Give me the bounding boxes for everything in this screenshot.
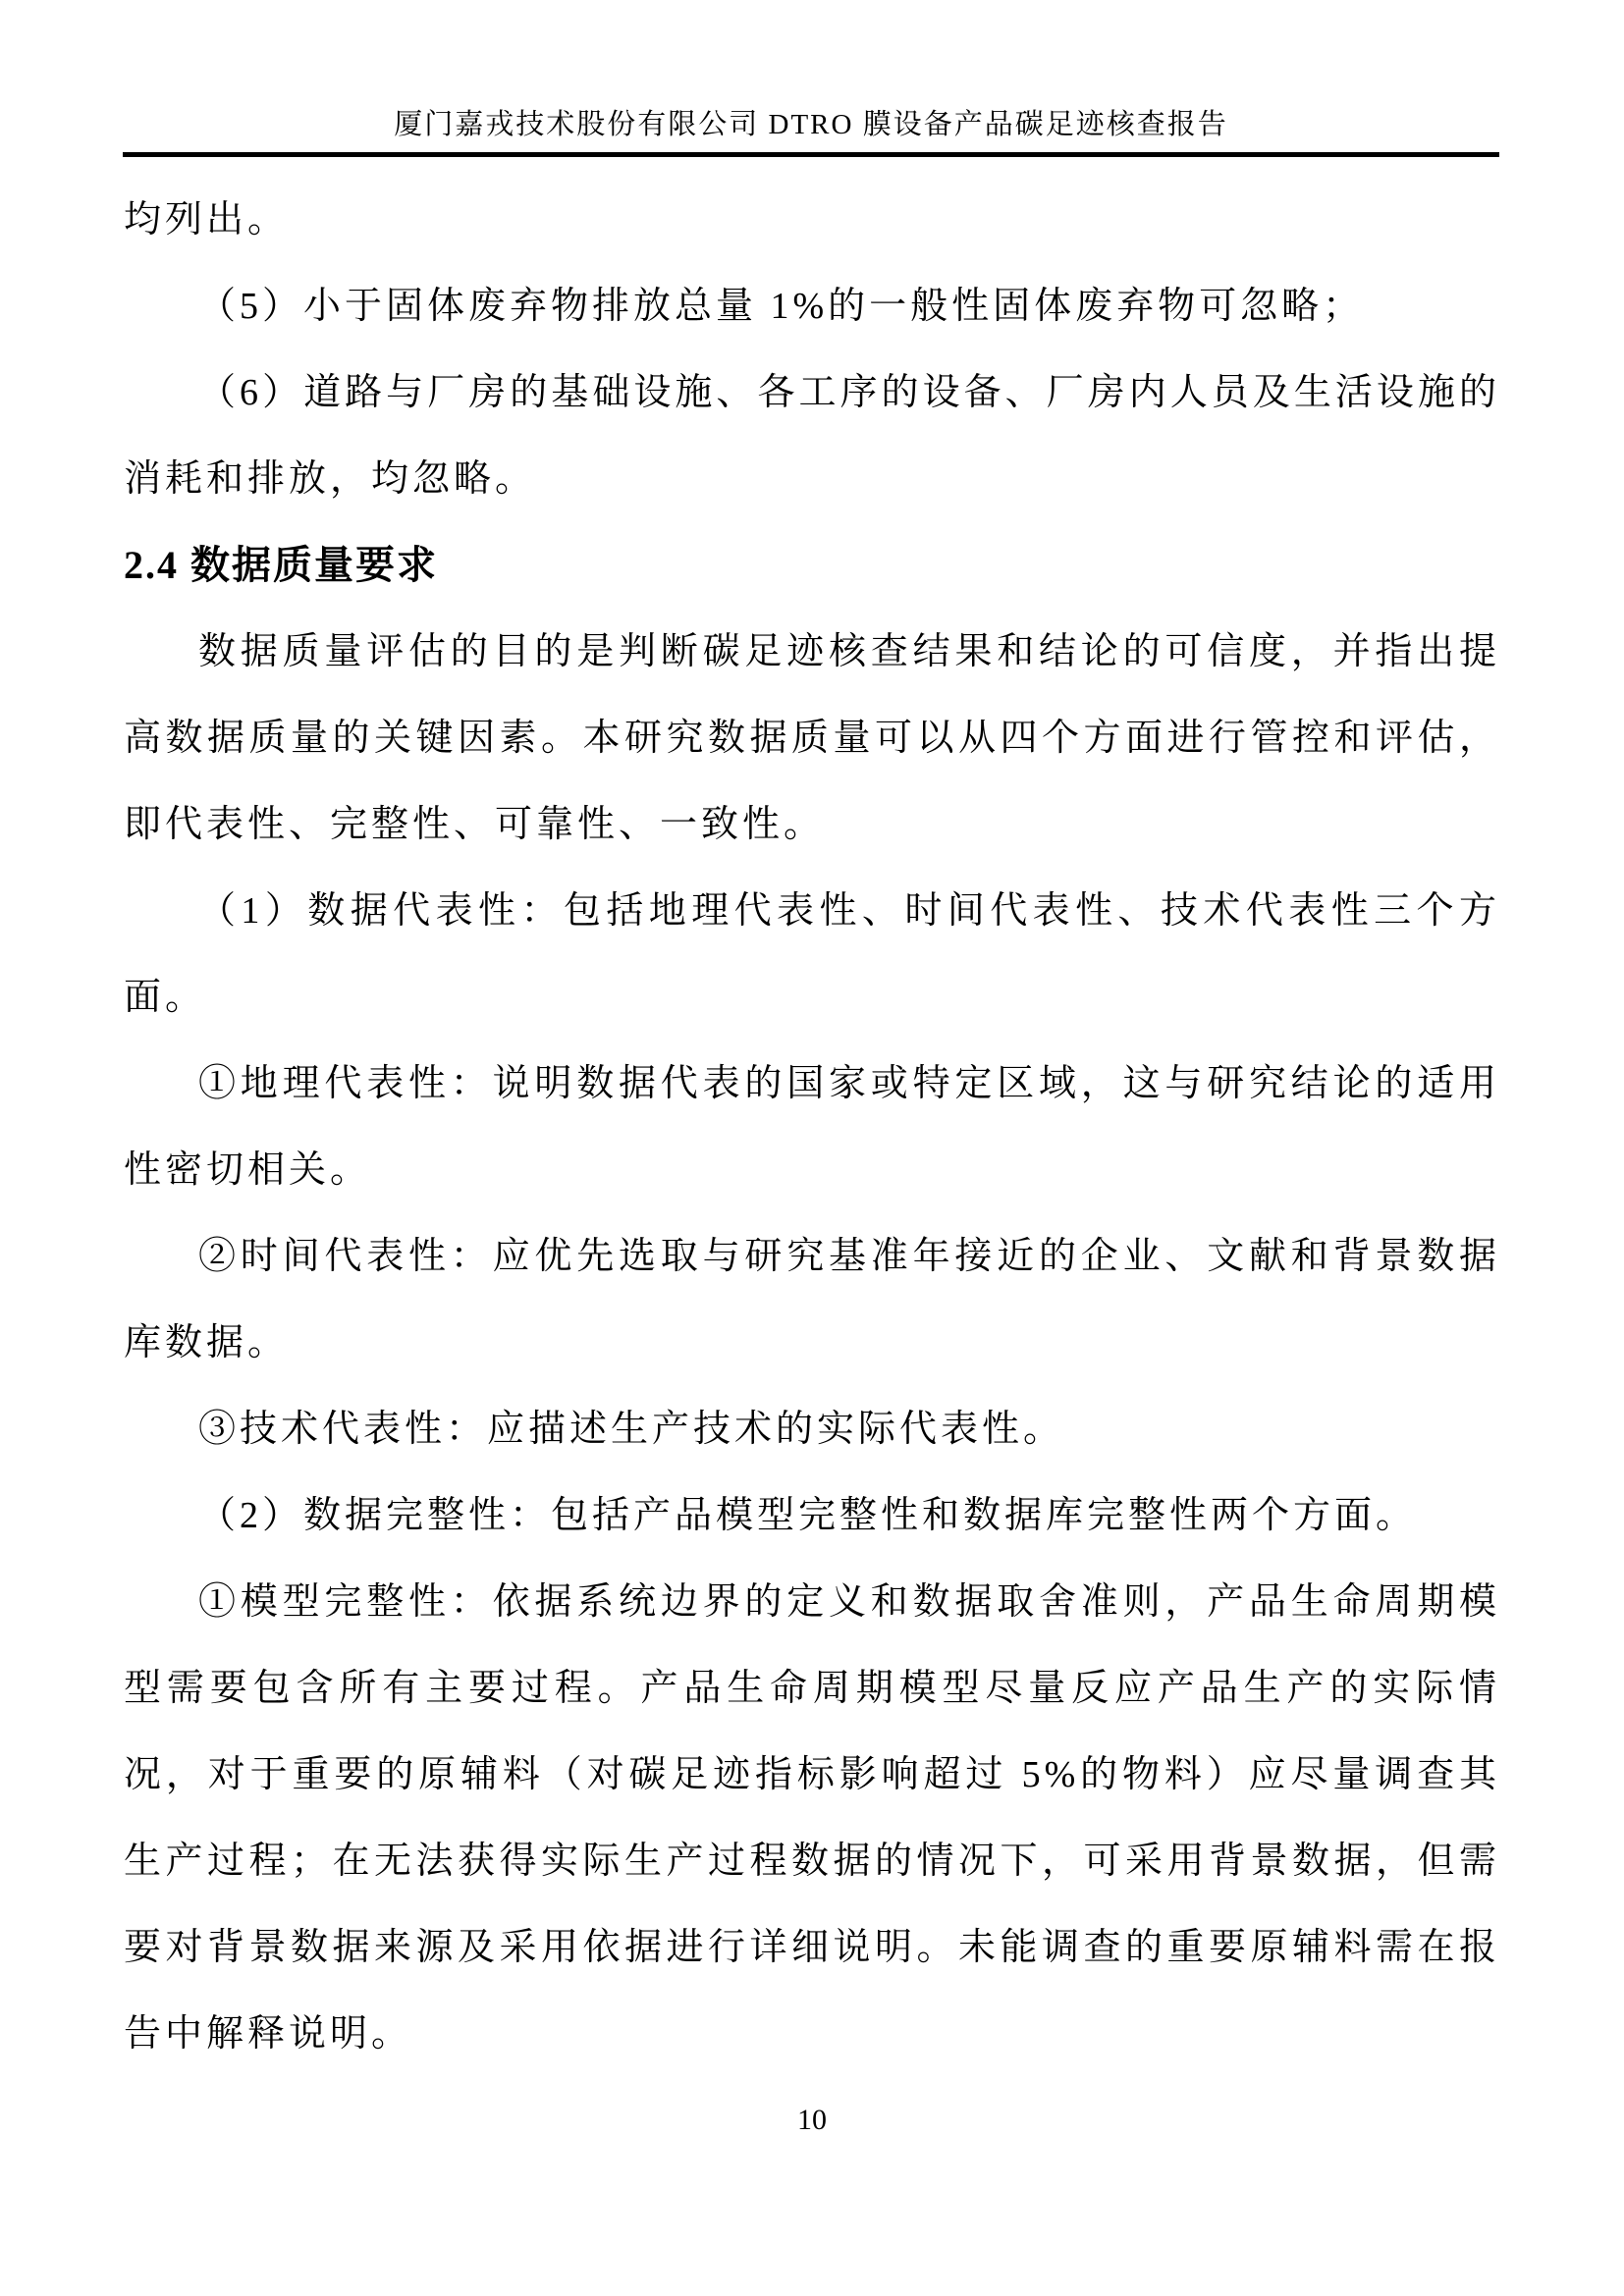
- paragraph: （1）数据代表性：包括地理代表性、时间代表性、技术代表性三个方面。: [124, 890, 1500, 1018]
- paragraph: ②时间代表性：应优先选取与研究基准年接近的企业、文献和背景数据库数据。: [124, 1236, 1500, 1363]
- header-title: 厦门嘉戎技术股份有限公司 DTRO 膜设备产品碳足迹核查报告: [394, 109, 1228, 140]
- page-number: 10: [797, 2104, 827, 2136]
- paragraph: （6）道路与厂房的基础设施、各工序的设备、厂房内人员及生活设施的消耗和排放，均忽略。: [124, 372, 1500, 500]
- paragraph: （2）数据完整性：包括产品模型完整性和数据库完整性两个方面。: [198, 1495, 1418, 1536]
- paragraph: （5）小于固体废弃物排放总量 1%的一般性固体废弃物可忽略；: [198, 286, 1365, 327]
- paragraph: ①地理代表性：说明数据代表的国家或特定区域，这与研究结论的适用性密切相关。: [124, 1063, 1500, 1191]
- paragraph: ③技术代表性：应描述生产技术的实际代表性。: [198, 1409, 1065, 1450]
- section-heading: 2.4 数据质量要求: [124, 543, 438, 587]
- page-footer: [0, 2096, 1624, 2145]
- paragraph: ①模型完整性：依据系统边界的定义和数据取舍准则，产品生命周期模型需要包含所有主要过程。产品生命周期模型尽量反应产品生产的实际情况，对于重要的原辅料（对碳足迹指标影响超过 5%的物料）应尽量调查其生产过程；在无法获得实际生产过程数据的情况下，可采用背景数据，但需要对背景数据来源及采用依据进行详细说明。未能调查的重要原辅料需在报告中解释说明。: [124, 1581, 1500, 2055]
- paragraph: 均列出。: [124, 199, 290, 240]
- paragraph: 数据质量评估的目的是判断碳足迹核查结果和结论的可信度，并指出提高数据质量的关键因素。本研究数据质量可以从四个方面进行管控和评估，即代表性、完整性、可靠性、一致性。: [124, 631, 1500, 845]
- document-body: [124, 177, 1500, 2077]
- page-header: [123, 102, 1499, 157]
